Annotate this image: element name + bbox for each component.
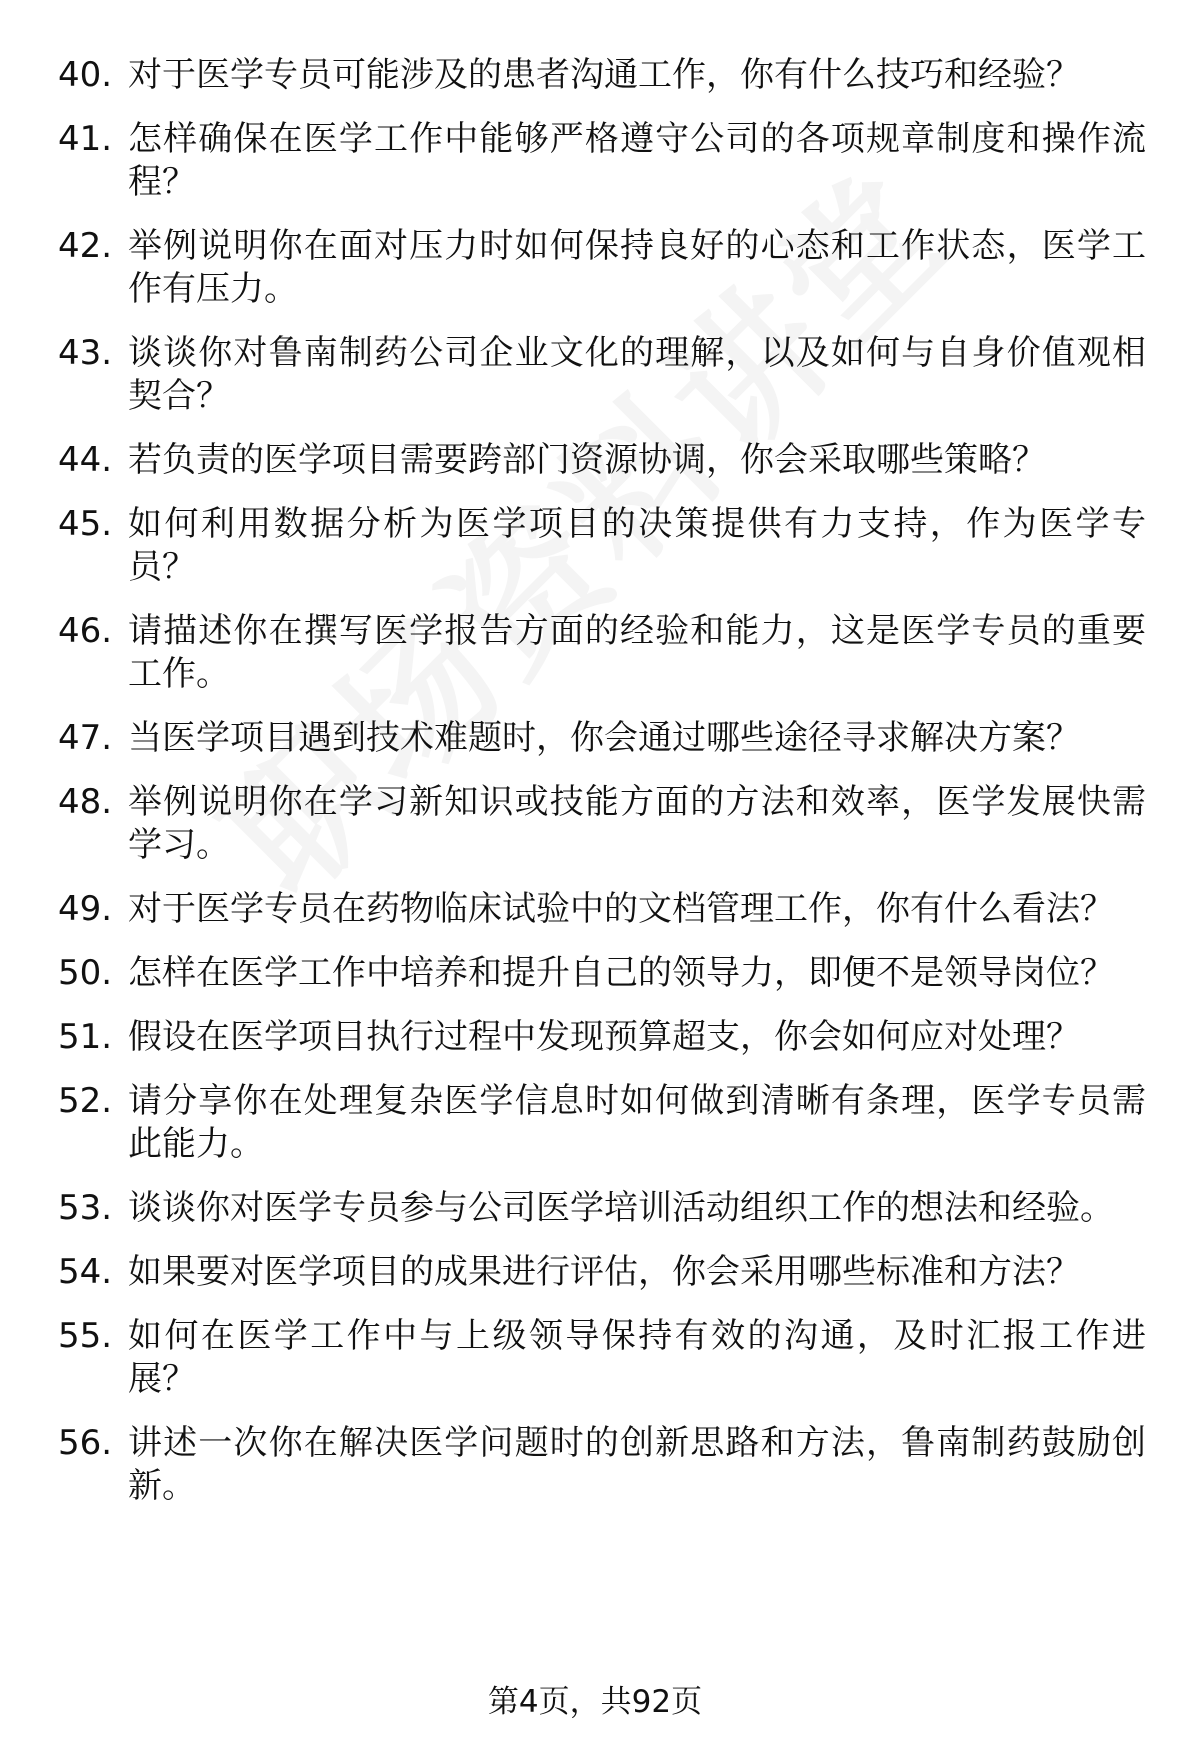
question-text: 举例说明你在面对压力时如何保持良好的心态和工作状态，医学工作有压力。 [128, 226, 1146, 309]
page-footer: 第4页，共92页 [487, 1684, 703, 1720]
list-item [0, 888, 1190, 931]
question-list [0, 54, 1190, 1529]
question-text: 对于医学专员在药物临床试验中的文档管理工作，你有什么看法？ [128, 889, 1114, 929]
list-item [0, 503, 1190, 589]
question-number: 53. [58, 1188, 113, 1228]
list-item [0, 952, 1190, 995]
question-number: 42. [58, 226, 113, 266]
question-text: 讲述一次你在解决医学问题时的创新思路和方法，鲁南制药鼓励创新。 [128, 1423, 1146, 1506]
question-number: 43. [58, 333, 113, 373]
question-text: 举例说明你在学习新知识或技能方面的方法和效率，医学发展快需学习。 [128, 782, 1146, 865]
question-text: 若负责的医学项目需要跨部门资源协调，你会采取哪些策略？ [128, 440, 1046, 480]
question-number: 46. [58, 611, 113, 651]
question-number: 45. [58, 504, 113, 544]
list-item [0, 610, 1190, 696]
question-number: 51. [58, 1017, 113, 1057]
question-text: 请描述你在撰写医学报告方面的经验和能力，这是医学专员的重要工作。 [128, 611, 1146, 694]
question-number: 48. [58, 782, 113, 822]
question-text: 如何利用数据分析为医学项目的决策提供有力支持，作为医学专员？ [128, 504, 1146, 587]
question-text: 谈谈你对鲁南制药公司企业文化的理解，以及如何与自身价值观相契合？ [128, 333, 1146, 416]
question-text: 如何在医学工作中与上级领导保持有效的沟通，及时汇报工作进展？ [128, 1316, 1146, 1399]
question-number: 44. [58, 440, 113, 480]
question-text: 对于医学专员可能涉及的患者沟通工作，你有什么技巧和经验？ [128, 55, 1080, 95]
list-item [0, 1251, 1190, 1294]
question-number: 41. [58, 119, 113, 159]
list-item [0, 1422, 1190, 1508]
list-item [0, 225, 1190, 311]
question-number: 54. [58, 1252, 113, 1292]
question-number: 55. [58, 1316, 113, 1356]
list-item [0, 781, 1190, 867]
question-text: 假设在医学项目执行过程中发现预算超支，你会如何应对处理？ [128, 1017, 1080, 1057]
question-text: 请分享你在处理复杂医学信息时如何做到清晰有条理，医学专员需此能力。 [128, 1081, 1146, 1164]
list-item [0, 118, 1190, 204]
question-number: 47. [58, 718, 113, 758]
question-number: 56. [58, 1423, 113, 1463]
question-number: 49. [58, 889, 113, 929]
list-item [0, 439, 1190, 482]
question-text: 怎样在医学工作中培养和提升自己的领导力，即便不是领导岗位？ [128, 953, 1114, 993]
question-text: 如果要对医学项目的成果进行评估，你会采用哪些标准和方法？ [128, 1252, 1080, 1292]
question-number: 52. [58, 1081, 113, 1121]
list-item [0, 1315, 1190, 1401]
question-text: 当医学项目遇到技术难题时，你会通过哪些途径寻求解决方案？ [128, 718, 1080, 758]
question-number: 40. [58, 55, 113, 95]
question-text: 怎样确保在医学工作中能够严格遵守公司的各项规章制度和操作流程？ [128, 119, 1146, 202]
question-number: 50. [58, 953, 113, 993]
list-item [0, 1187, 1190, 1230]
question-text: 谈谈你对医学专员参与公司医学培训活动组织工作的想法和经验。 [128, 1188, 1114, 1228]
list-item [0, 332, 1190, 418]
list-item [0, 1080, 1190, 1166]
list-item [0, 54, 1190, 97]
list-item [0, 717, 1190, 760]
list-item [0, 1016, 1190, 1059]
